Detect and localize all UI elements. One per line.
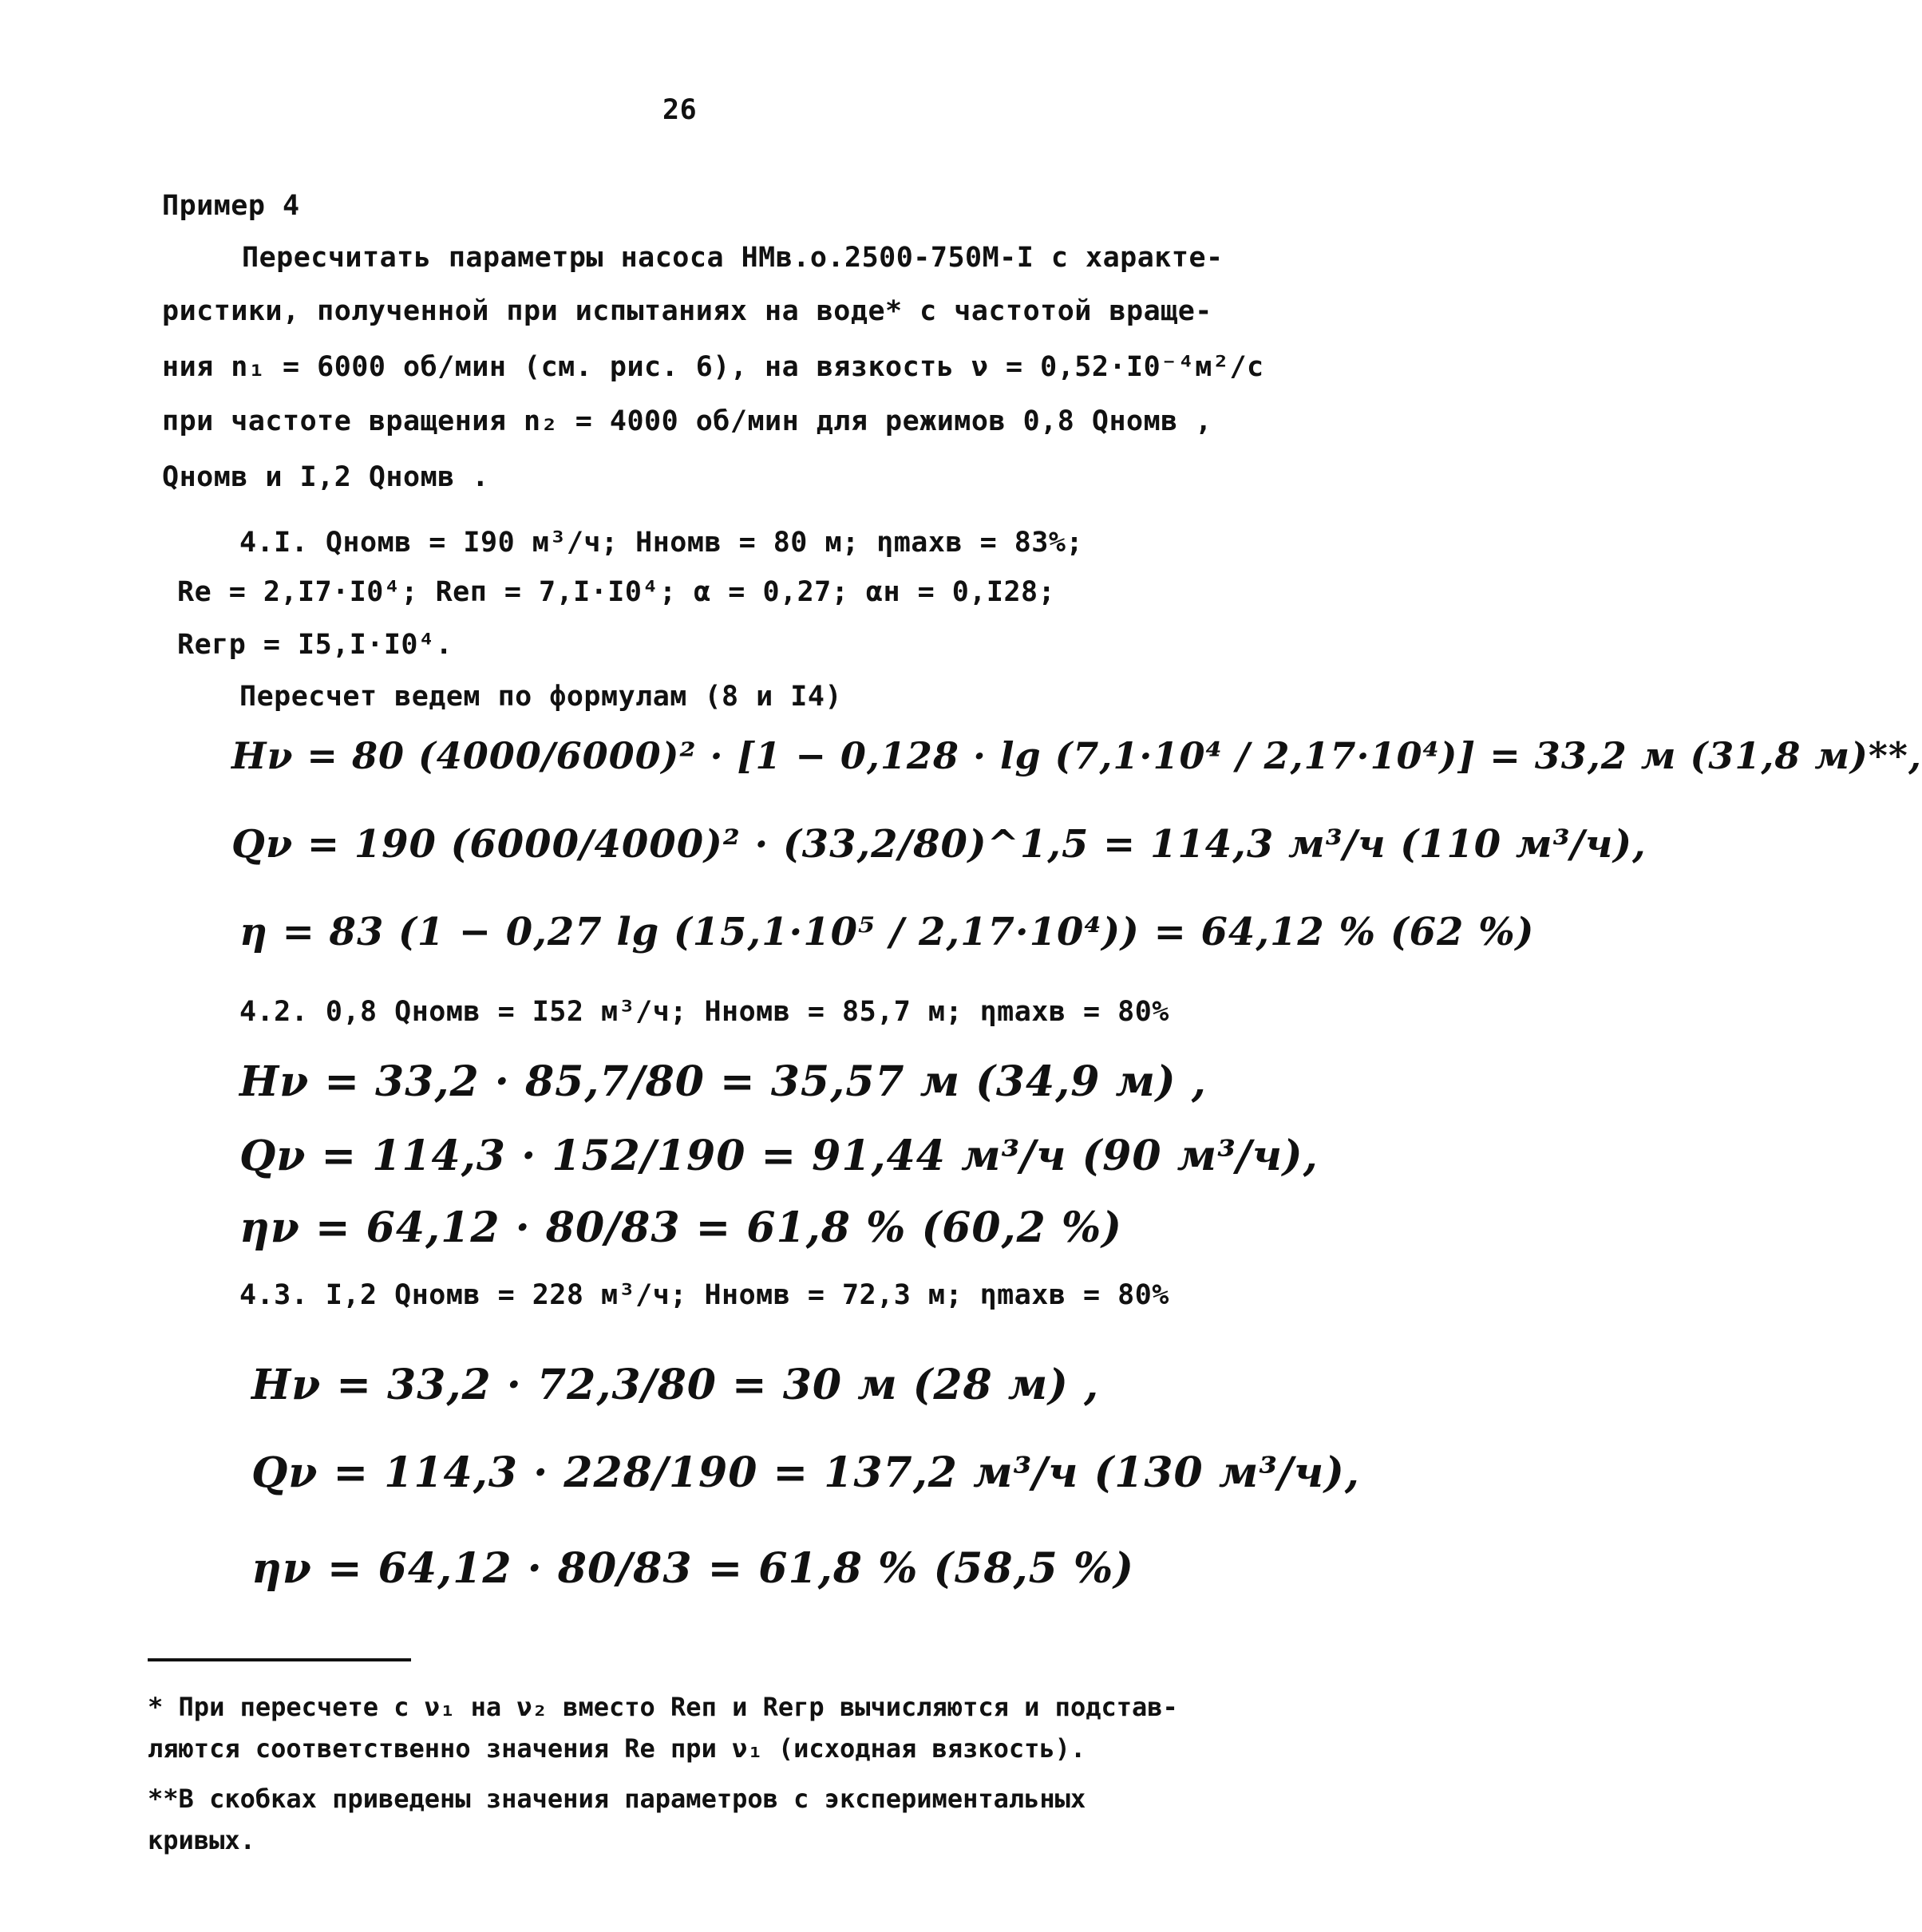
intro-line-1: Пересчитать параметры насоса НМв.о.2500-750М-I с характе- xyxy=(242,242,1224,274)
footnote-2-line-1: **В скобках приведены значения параметров с экспериментальных xyxy=(148,1784,1086,1814)
section-4-1-line-3: Reгр = I5,I·I0⁴. xyxy=(177,629,453,661)
formula-4-1-efficiency: η = 83 (1 − 0,27 lg (15,1·10⁵ / 2,17·10⁴)) = 64,12 % (62 %) xyxy=(239,910,1535,954)
section-4-3-line-1: 4.3. I,2 Qномв = 228 м³/ч; Нномв = 72,3 м; ηmaxв = 80% xyxy=(239,1279,1169,1311)
footnote-1-line-1: * При пересчете с ν₁ на ν₂ вместо Reп и Reгр вычисляются и подстав- xyxy=(148,1692,1178,1722)
formula-4-2-head: Hν = 33,2 · 85,7/80 = 35,57 м (34,9 м) , xyxy=(239,1057,1207,1106)
footnote-2-line-2: кривых. xyxy=(148,1825,255,1855)
formula-4-1-flow: Qν = 190 (6000/4000)² · (33,2/80)^1,5 = 114,3 м³/ч (110 м³/ч), xyxy=(231,822,1647,867)
formula-4-3-head: Hν = 33,2 · 72,3/80 = 30 м (28 м) , xyxy=(251,1361,1100,1409)
intro-line-4: при частоте вращения n₂ = 4000 об/мин для режимов 0,8 Qномв , xyxy=(162,405,1212,437)
intro-line-3: ния n₁ = 6000 об/мин (см. рис. 6), на вязкость ν = 0,52·I0⁻⁴м²/с xyxy=(162,351,1264,383)
formula-4-1-head: Hν = 80 (4000/6000)² · [1 − 0,128 · lg (7,1·10⁴ / 2,17·10⁴)] = 33,2 м (31,8 м)**, xyxy=(231,734,1922,777)
example-heading: Пример 4 xyxy=(162,190,300,222)
formula-4-3-efficiency: ην = 64,12 · 80/83 = 61,8 % (58,5 %) xyxy=(251,1544,1134,1593)
formula-4-2-efficiency: ην = 64,12 · 80/83 = 61,8 % (60,2 %) xyxy=(239,1203,1122,1252)
section-4-1-line-2: Re = 2,I7·I0⁴; Reп = 7,I·I0⁴; α = 0,27; αн = 0,I28; xyxy=(177,576,1056,608)
recalc-note: Пересчет ведем по формулам (8 и I4) xyxy=(239,681,843,713)
intro-line-2: ристики, полученной при испытаниях на воде* с частотой враще- xyxy=(162,295,1212,327)
section-4-1-line-1: 4.I. Qномв = I90 м³/ч; Нномв = 80 м; ηmaxв = 83%; xyxy=(239,527,1084,559)
formula-4-3-flow: Qν = 114,3 · 228/190 = 137,2 м³/ч (130 м³/ч), xyxy=(251,1448,1360,1497)
formula-4-2-flow: Qν = 114,3 · 152/190 = 91,44 м³/ч (90 м³/ч), xyxy=(239,1132,1319,1180)
section-4-2-line-1: 4.2. 0,8 Qномв = I52 м³/ч; Нномв = 85,7 м; ηmaxв = 80% xyxy=(239,996,1169,1028)
page-number: 26 xyxy=(662,94,698,126)
footnote-1-line-2: ляются соответственно значения Re при ν₁ (исходная вязкость). xyxy=(148,1733,1086,1764)
footnote-separator xyxy=(148,1658,411,1661)
intro-line-5: Qномв и I,2 Qномв . xyxy=(162,461,489,493)
